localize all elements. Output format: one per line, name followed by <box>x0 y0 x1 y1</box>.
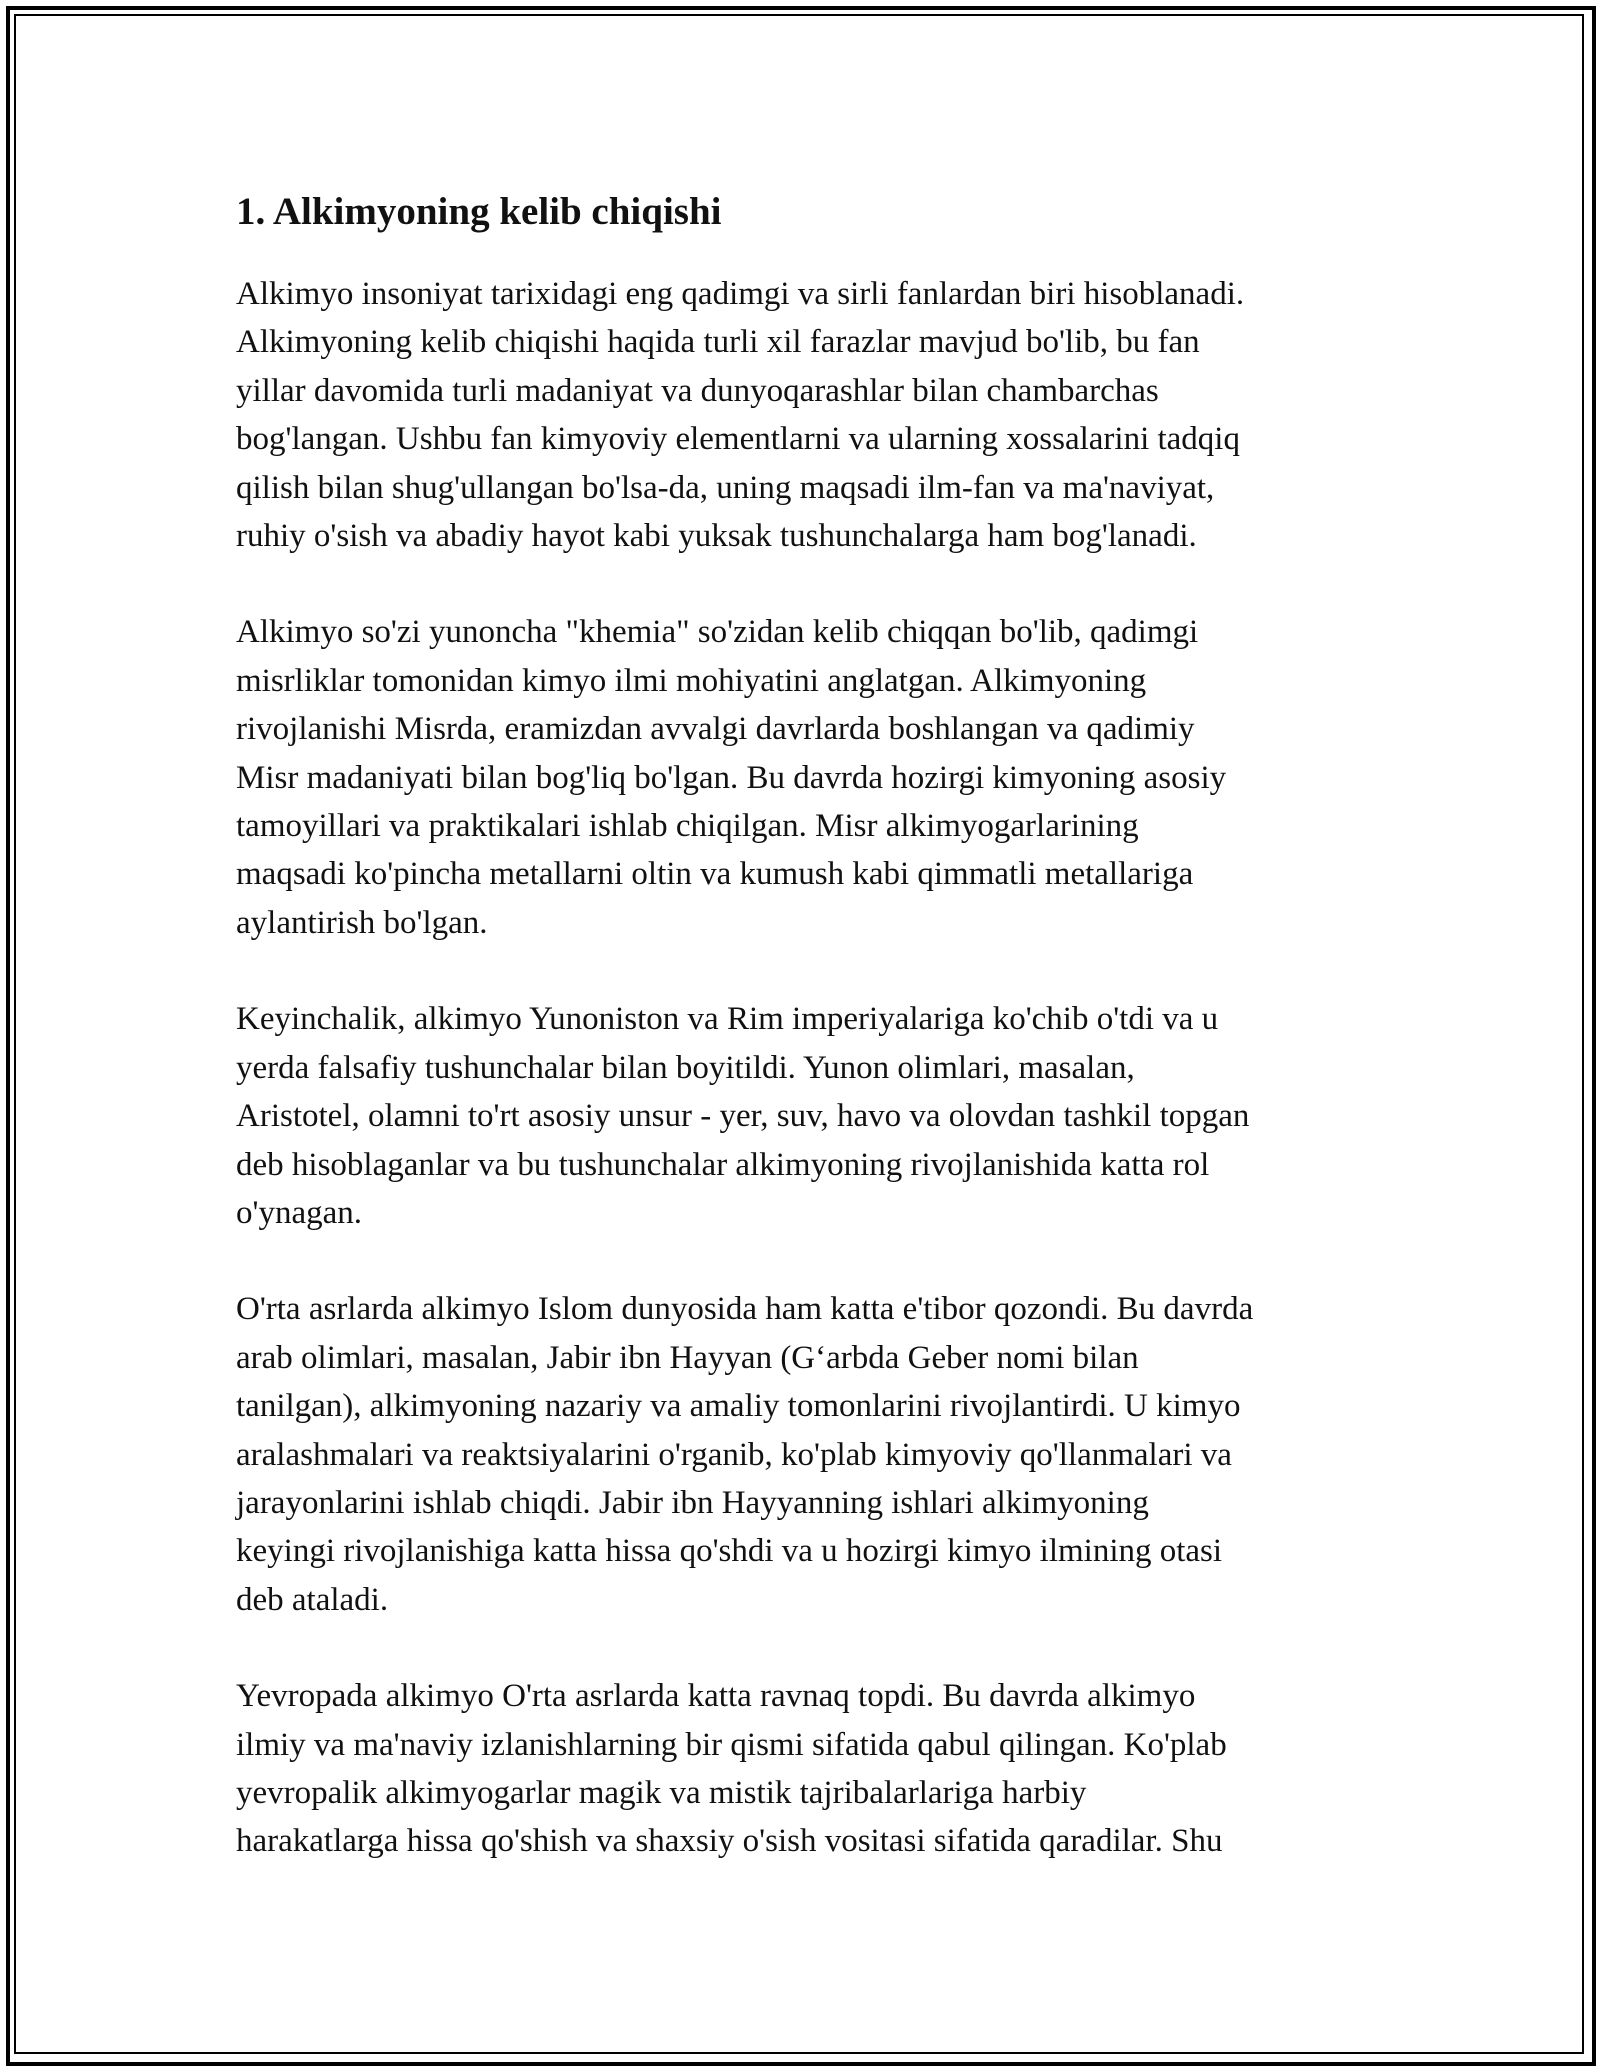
paragraph-line: Keyinchalik, alkimyo Yunoniston va Rim imperiyalariga ko'chib o'tdi va u <box>236 1001 1219 1038</box>
paragraph-line: yerda falsafiy tushunchalar bilan boyitildi. Yunon olimlari, masalan, <box>236 1049 1135 1086</box>
paragraph-line: Aristotel, olamni to'rt asosiy unsur - yer, suv, havo va olovdan tashkil topgan <box>236 1098 1250 1135</box>
paragraph-line: Alkimyo so'zi yunoncha "khemia" so'zidan kelib chiqqan bo'lib, qadimgi <box>236 614 1199 651</box>
paragraph-line: qilish bilan shug'ullangan bo'lsa-da, uning maqsadi ilm-fan va ma'naviyat, <box>236 469 1215 506</box>
paragraph-line: Alkimyo insoniyat tarixidagi eng qadimgi va sirli fanlardan biri hisoblanadi. <box>236 276 1245 312</box>
paragraph-line: bog'langan. Ushbu fan kimyoviy elementlarni va ularning xossalarini tadqiq <box>236 421 1240 458</box>
paragraph-line: tamoyillari va praktikalari ishlab chiqilgan. Misr alkimyogarlarining <box>236 808 1139 845</box>
paragraph-line: jarayonlarini ishlab chiqdi. Jabir ibn Hayyanning ishlari alkimyoning <box>236 1484 1149 1521</box>
paragraph-line: yillar davomida turli madaniyat va dunyoqarashlar bilan chambarchas <box>236 372 1159 409</box>
paragraph-line: tanilgan), alkimyoning nazariy va amaliy tomonlarini rivojlantirdi. U kimyo <box>236 1388 1241 1425</box>
paragraph-line: maqsadi ko'pincha metallarni oltin va kumush kabi qimmatli metallariga <box>236 856 1194 893</box>
paragraph-line: o'ynagan. <box>236 1194 362 1231</box>
paragraph-line: O'rta asrlarda alkimyo Islom dunyosida ham katta e'tibor qozondi. Bu davrda <box>236 1291 1254 1328</box>
section-heading: 1. Alkimyoning kelib chiqishi <box>236 190 722 233</box>
paragraph-line: arab olimlari, masalan, Jabir ibn Hayyan (G‘arbda Geber nomi bilan <box>236 1339 1139 1376</box>
paragraph-line: rivojlanishi Misrda, eramizdan avvalgi davrlarda boshlangan va qadimiy <box>236 711 1195 748</box>
paragraph-line: misrliklar tomonidan kimyo ilmi mohiyatini anglatgan. Alkimyoning <box>236 662 1147 699</box>
paragraph-2 <box>236 608 1386 947</box>
paragraph-line: keyingi rivojlanishiga katta hissa qo'shdi va u hozirgi kimyo ilmining otasi <box>236 1533 1223 1570</box>
paragraph-line: harakatlarga hissa qo'shish va shaxsiy o'sish vositasi sifatida qaradilar. Shu <box>236 1823 1223 1860</box>
paragraph-4 <box>236 1285 1386 1624</box>
paragraph-line: Misr madaniyati bilan bog'liq bo'lgan. Bu davrda hozirgi kimyoning asosiy <box>236 759 1227 796</box>
paragraph-line: deb hisoblaganlar va bu tushunchalar alkimyoning rivojlanishida katta rol <box>236 1146 1210 1183</box>
paragraph-1 <box>236 270 1386 560</box>
paragraph-5 <box>236 1672 1386 1866</box>
paragraph-line: aralashmalari va reaktsiyalarini o'rganib, ko'plab kimyoviy qo'llanmalari va <box>236 1436 1232 1473</box>
paragraph-line: aylantirish bo'lgan. <box>236 904 488 941</box>
paragraph-line: yevropalik alkimyogarlar magik va mistik tajribalarlariga harbiy <box>236 1774 1087 1811</box>
paragraph-line: deb ataladi. <box>236 1581 389 1618</box>
paragraph-line: Alkimyoning kelib chiqishi haqida turli xil farazlar mavjud bo'lib, bu fan <box>236 324 1200 361</box>
paragraph-line: ilmiy va ma'naviy izlanishlarning bir qismi sifatida qabul qilingan. Ko'plab <box>236 1726 1227 1763</box>
paragraph-line: Yevropada alkimyo O'rta asrlarda katta ravnaq topdi. Bu davrda alkimyo <box>236 1678 1196 1715</box>
paragraph-3 <box>236 995 1386 1237</box>
document-body <box>236 186 1386 1914</box>
paragraph-line: ruhiy o'sish va abadiy hayot kabi yuksak tushunchalarga ham bog'lanadi. <box>236 518 1197 555</box>
